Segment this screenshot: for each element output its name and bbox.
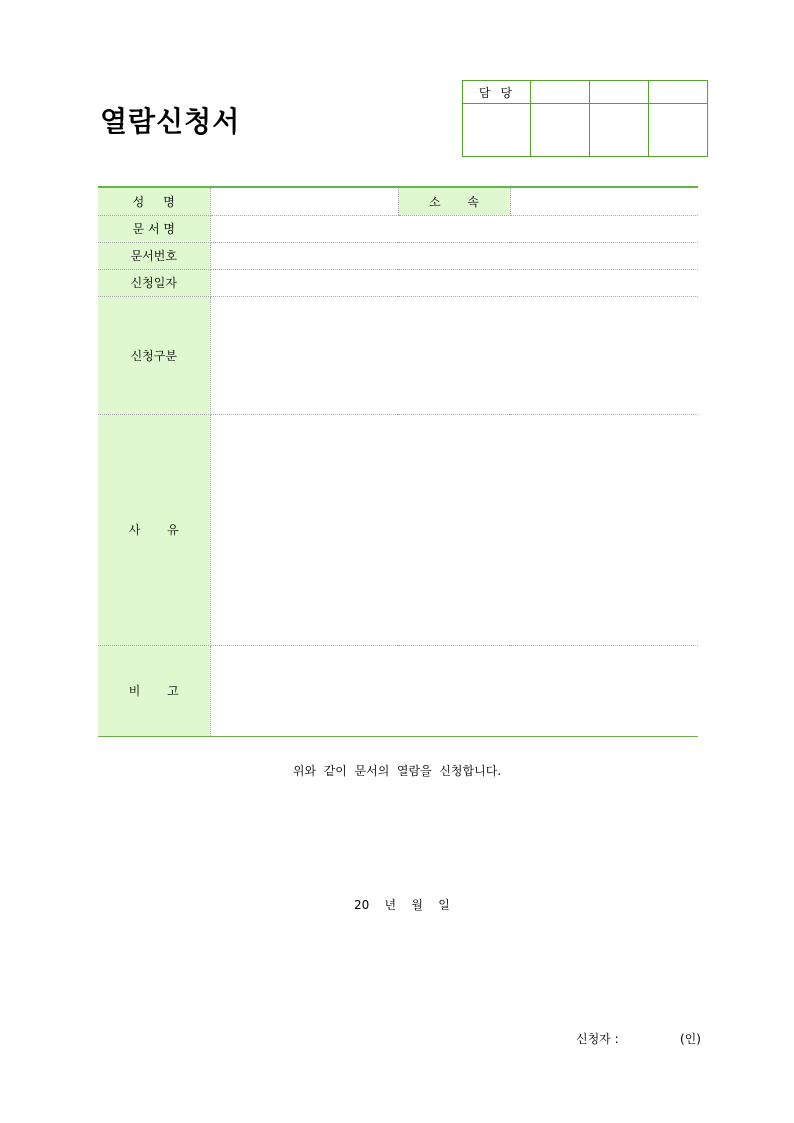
remarks-label: 비 고 xyxy=(98,645,210,736)
approval-header-cell xyxy=(531,81,590,104)
page-title: 열람신청서 xyxy=(100,105,241,138)
name-field[interactable] xyxy=(210,187,398,215)
application-form xyxy=(98,186,698,737)
approval-label: 담당 xyxy=(463,81,531,104)
apply-date-label: 신청일자 xyxy=(98,269,210,296)
affiliation-field[interactable] xyxy=(510,187,698,215)
document-name-field[interactable] xyxy=(210,215,698,242)
apply-date-field[interactable] xyxy=(210,269,698,296)
approval-sign-cell[interactable] xyxy=(463,104,531,157)
approval-header-cell xyxy=(649,81,708,104)
apply-type-field[interactable] xyxy=(210,296,698,414)
seal-label: (인) xyxy=(680,1032,701,1046)
document-number-field[interactable] xyxy=(210,242,698,269)
name-label: 성 명 xyxy=(98,187,210,215)
application-statement: 위와 같이 문서의 열람을 신청합니다. xyxy=(292,764,502,778)
document-number-label: 문서번호 xyxy=(98,242,210,269)
reason-field[interactable] xyxy=(210,414,698,645)
affiliation-label: 소 속 xyxy=(398,187,510,215)
document-name-label: 문 서 명 xyxy=(98,215,210,242)
reason-label: 사 유 xyxy=(98,414,210,645)
date-line: 20 년 월 일 xyxy=(354,898,450,912)
remarks-field[interactable] xyxy=(210,645,698,736)
apply-type-label: 신청구분 xyxy=(98,296,210,414)
approval-header-cell xyxy=(590,81,649,104)
applicant-label: 신청자 : xyxy=(576,1032,619,1046)
approval-sign-cell[interactable] xyxy=(590,104,649,157)
approval-box xyxy=(462,80,708,157)
approval-sign-cell[interactable] xyxy=(649,104,708,157)
approval-sign-cell[interactable] xyxy=(531,104,590,157)
